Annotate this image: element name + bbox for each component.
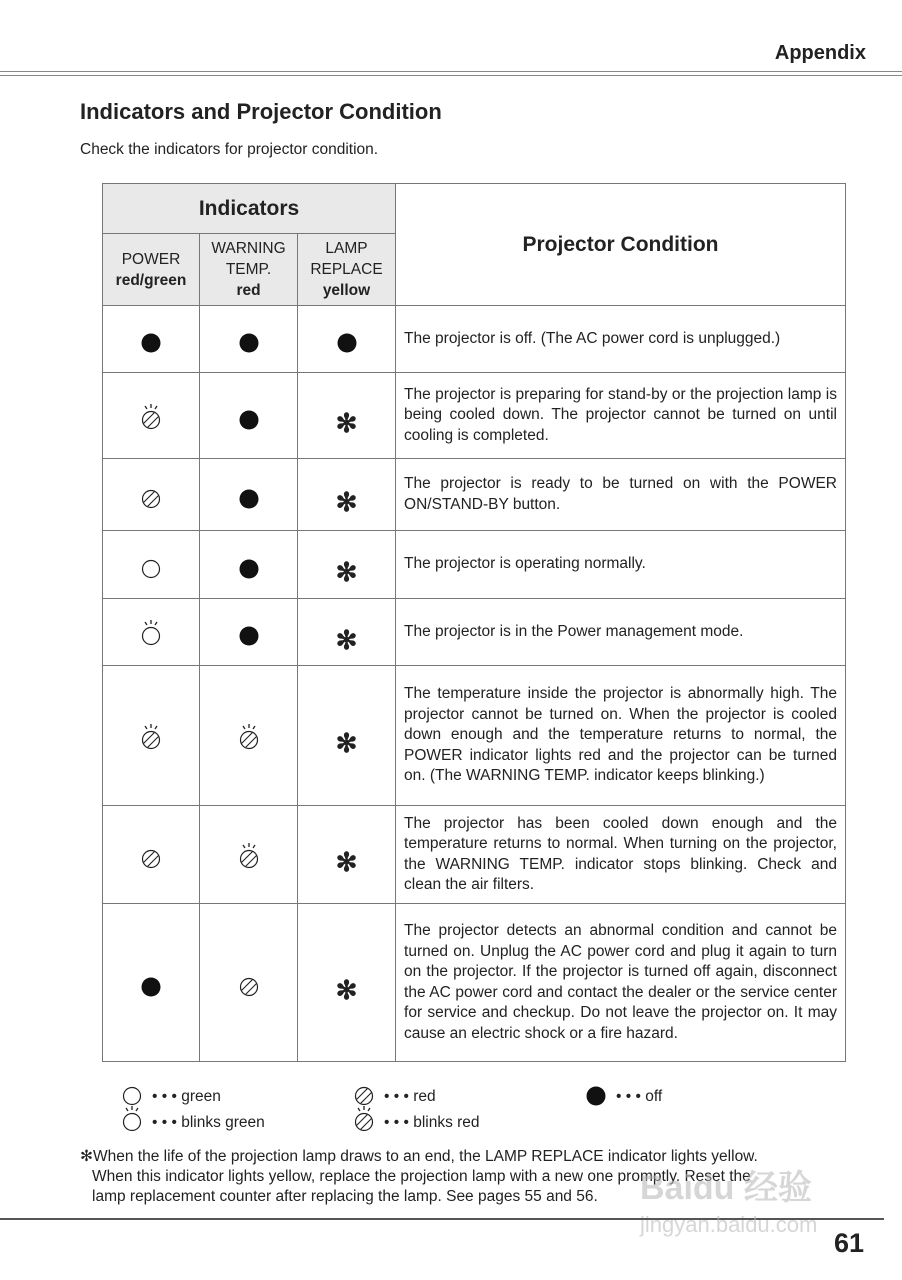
warning-column-header [200, 234, 298, 306]
condition-text: The projector is ready to be turned on with the POWER ON/STAND-BY button. [396, 459, 846, 531]
page-title: Indicators and Projector Condition [80, 99, 442, 124]
condition-text: The projector has been cooled down enough and the temperature returns to normal. When turning on the projector, the WARNING TEMP. indicator stops blinking. Check and clean the air filters. [396, 806, 846, 904]
star-icon: ✻ [335, 487, 358, 517]
legend-blink-red [352, 1108, 480, 1138]
off-indicator-icon [335, 324, 359, 354]
off-indicator-icon [237, 401, 261, 431]
table-row [103, 306, 846, 373]
blink-red-indicator-icon [237, 840, 261, 870]
indicator-cell [200, 306, 298, 373]
star-icon: ✻ [335, 975, 358, 1005]
table-row [103, 904, 846, 1062]
indicator-cell [298, 599, 396, 666]
legend-label: • • • green [152, 1088, 221, 1105]
indicator-cell [200, 459, 298, 531]
indicator-cell [200, 904, 298, 1062]
column-color: red [236, 282, 261, 299]
footnote-line: When this indicator lights yellow, replace the projection lamp with a new one promptly. Reset the [92, 1168, 751, 1185]
star-icon: ✻ [335, 847, 358, 877]
indicator-cell [103, 531, 200, 599]
divider [0, 75, 902, 76]
blink-red-indicator-icon [139, 401, 163, 431]
red-indicator-icon [139, 480, 163, 510]
condition-text: The projector is in the Power management mode. [396, 599, 846, 666]
lamp-column-header [298, 234, 396, 306]
legend-label: • • • red [384, 1088, 436, 1105]
indicator-cell [200, 806, 298, 904]
off-indicator-icon [237, 550, 261, 580]
indicator-table [102, 183, 846, 1062]
green-indicator-icon [139, 550, 163, 580]
legend-label: • • • blinks red [384, 1114, 480, 1131]
red-indicator-icon [237, 968, 261, 998]
divider [0, 71, 902, 72]
indicator-cell [103, 666, 200, 806]
column-name: WARNING TEMP. [211, 240, 286, 278]
legend-label: • • • blinks green [152, 1114, 265, 1131]
off-indicator-icon [139, 968, 163, 998]
table-row [103, 373, 846, 459]
off-indicator-icon [237, 324, 261, 354]
indicator-cell [200, 666, 298, 806]
table-row [103, 806, 846, 904]
blink-red-indicator-icon [139, 721, 163, 751]
star-icon: ✻ [335, 557, 358, 587]
star-icon: ✻ [335, 728, 358, 758]
indicator-cell [298, 666, 396, 806]
legend-icon [120, 1103, 144, 1133]
blink-green-indicator-icon [139, 617, 163, 647]
indicator-cell [200, 599, 298, 666]
red-indicator-icon [139, 840, 163, 870]
indicator-cell [298, 373, 396, 459]
indicator-cell [103, 904, 200, 1062]
star-icon: ✻ [335, 408, 358, 438]
column-name: POWER [121, 250, 181, 268]
table-row [103, 459, 846, 531]
indicator-cell [298, 306, 396, 373]
condition-header: Projector Condition [396, 184, 846, 306]
indicator-cell [103, 806, 200, 904]
indicator-cell [298, 459, 396, 531]
legend-off [584, 1082, 662, 1112]
condition-text: The temperature inside the projector is abnormally high. The projector cannot be turned on. When the projector is cooled down enough and the temperature returns to normal, the POWER indicator lights red and the projector can be turned on. (The WARNING TEMP. indicator keeps blinking.) [396, 666, 846, 806]
condition-text: The projector is off. (The AC power cord is unplugged.) [396, 306, 846, 373]
blink-red-indicator-icon [237, 721, 261, 751]
watermark-url: jingyan.baidu.com [640, 1212, 818, 1237]
indicator-cell [298, 806, 396, 904]
table-row [103, 531, 846, 599]
column-color: red/green [115, 271, 187, 289]
off-indicator-icon [237, 617, 261, 647]
footnote-line: lamp replacement counter after replacing the lamp. See pages 55 and 56. [92, 1188, 598, 1205]
star-icon: ✻ [335, 624, 358, 655]
page-number: 61 [833, 1228, 864, 1258]
indicator-cell [103, 306, 200, 373]
off-indicator-icon [139, 324, 163, 354]
intro-text: Check the indicators for projector condition. [80, 141, 379, 158]
indicator-cell [298, 531, 396, 599]
indicator-cell [298, 904, 396, 1062]
condition-text: The projector detects an abnormal condition and cannot be turned on. Unplug the AC power cord and plug it again to turn on the projector. If the projector is turned off again, disconnect the AC power cord and contact the dealer or the service center for service and checkup. Do not leave the projector on. It may cause an electric shock or a fire hazard. [396, 904, 846, 1062]
legend-icon [352, 1103, 376, 1133]
column-color: yellow [322, 282, 371, 299]
indicator-cell [200, 373, 298, 459]
table-row [103, 666, 846, 806]
column-name: LAMP REPLACE [310, 240, 383, 278]
off-indicator-icon [584, 1077, 608, 1107]
section-header: Appendix [774, 42, 866, 64]
footnote-line: ✻When the life of the projection lamp draws to an end, the LAMP REPLACE indicator lights yellow. [80, 1148, 758, 1165]
blink-green-indicator-icon [120, 1103, 144, 1133]
condition-text: The projector is preparing for stand-by or the projection lamp is being cooled down. The projector cannot be turned on until cooling is completed. [396, 373, 846, 459]
condition-text: The projector is operating normally. [396, 531, 846, 599]
indicator-cell [103, 373, 200, 459]
watermark: Baidu 经验 [640, 1169, 812, 1207]
table-row [103, 599, 846, 666]
legend-icon [584, 1077, 608, 1107]
power-column-header [103, 234, 200, 306]
indicator-cell [103, 459, 200, 531]
indicator-cell [200, 531, 298, 599]
legend-blink-green [120, 1108, 265, 1138]
blink-red-indicator-icon [352, 1103, 376, 1133]
off-indicator-icon [237, 480, 261, 510]
legend-label: • • • off [616, 1088, 663, 1105]
indicator-cell [103, 599, 200, 666]
indicators-header: Indicators [103, 184, 396, 234]
